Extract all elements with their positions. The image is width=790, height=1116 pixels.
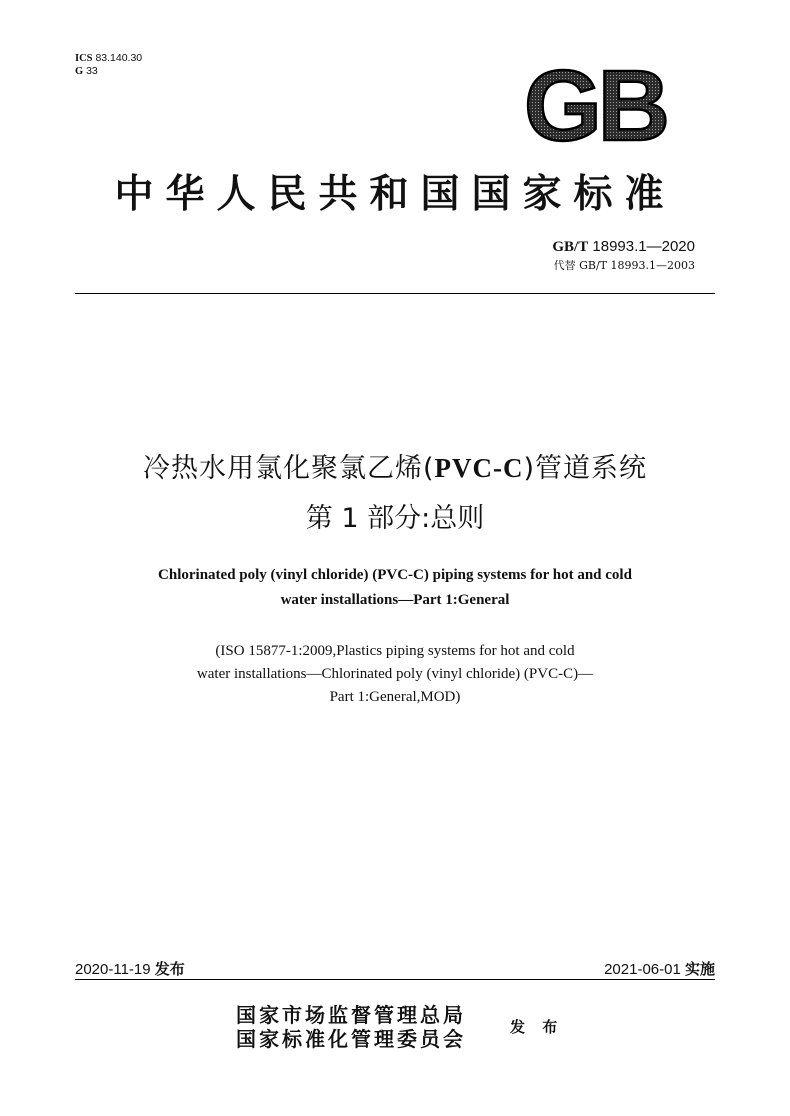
implement-date-value: 2021-06-01 — [604, 961, 681, 978]
chinese-title-code: PVC-C — [434, 453, 524, 483]
issuer-line-1: 国家市场监督管理总局 — [236, 1003, 466, 1027]
english-title-line-2: water installations—Part 1:General — [280, 592, 510, 608]
chinese-title-part-a: 冷热水用氯化聚氯乙烯( — [142, 453, 435, 484]
footer-divider — [75, 979, 715, 980]
issue-date-value: 2020-11-19 — [75, 961, 151, 978]
iso-line-3: Part 1:General,MOD) — [329, 689, 461, 705]
issue-label: 发布 — [154, 960, 185, 978]
implement-date — [604, 958, 715, 979]
iso-line-2: water installations—Chlorinated poly (vinyl chloride) (PVC-C)— — [196, 666, 594, 682]
standard-prefix: GB/T — [552, 239, 589, 255]
logo-text: GB — [524, 62, 666, 146]
ccs-line — [75, 65, 142, 78]
replaces-standard: 代替 GB/T 18993.1—2003 — [553, 259, 695, 272]
ics-label: ICS — [75, 53, 93, 64]
classification-codes — [75, 52, 142, 78]
chinese-title-line-2: 第 1 部分:总则 — [305, 503, 485, 534]
ccs-code: 33 — [86, 65, 98, 77]
standard-number — [552, 238, 695, 256]
ccs-label: G — [75, 66, 84, 77]
iso-equivalence — [60, 640, 730, 709]
issue-date — [75, 958, 185, 979]
ics-line — [75, 52, 142, 65]
chinese-title-line-1 — [0, 446, 790, 485]
ics-code: 83.140.30 — [95, 52, 143, 64]
english-title-line-1: Chlorinated poly (vinyl chloride) (PVC-C) piping systems for hot and cold — [158, 567, 632, 583]
issuer-line-2: 国家标准化管理委员会 — [236, 1027, 466, 1051]
chinese-title-part-b: )管道系统 — [523, 453, 648, 484]
issuing-authorities — [236, 1003, 466, 1051]
implement-label: 实施 — [684, 960, 715, 978]
english-title — [60, 563, 730, 613]
header-divider — [75, 293, 715, 294]
standard-code: 18993.1—2020 — [592, 238, 695, 255]
gb-logo — [516, 62, 674, 146]
iso-line-1: (ISO 15877-1:2009,Plastics piping systems for hot and cold — [215, 643, 575, 659]
national-standard-title: 中华人民共和国国家标准 — [114, 171, 676, 217]
publish-label: 发 布 — [510, 1018, 564, 1036]
